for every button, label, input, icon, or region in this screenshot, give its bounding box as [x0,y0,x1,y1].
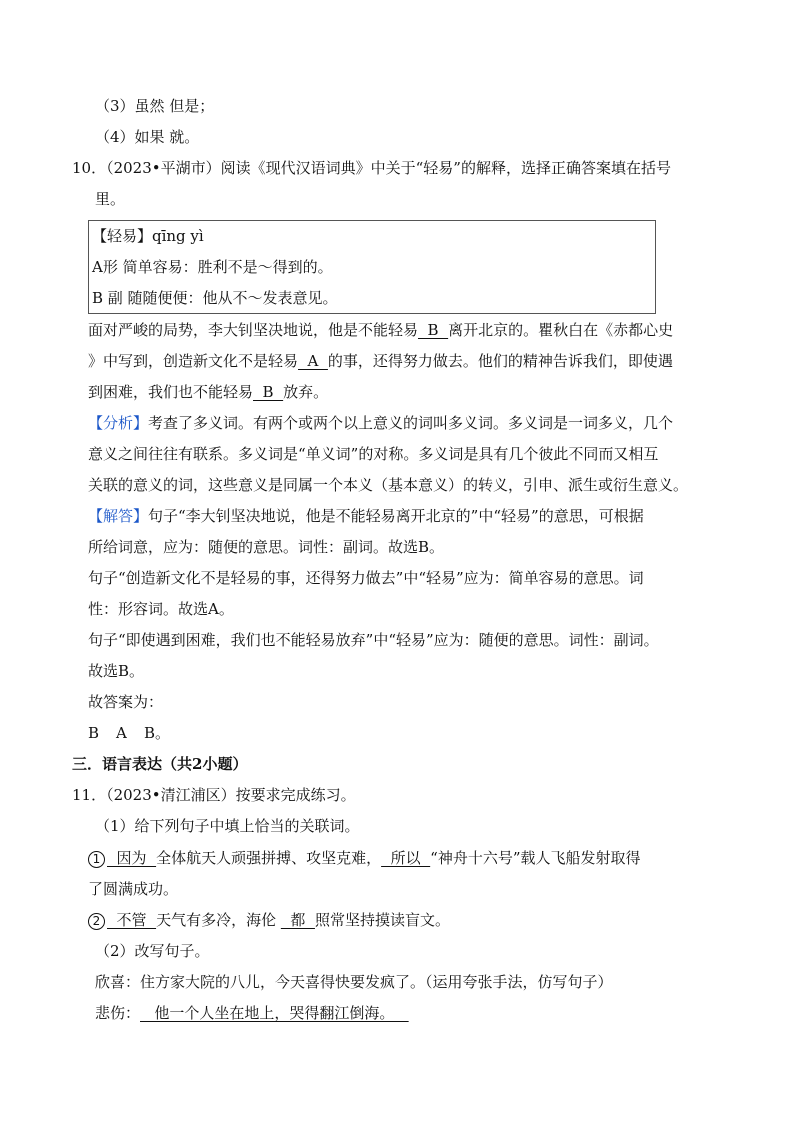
item-4: （4）如果 就。 [95,128,200,146]
passage-line-1 [88,320,673,340]
sentence-text: 全体航天人顽强拼搏、攻坚克难， [156,849,382,867]
passage-text: 面对严峻的局势，李大钊坚决地说，他是不能轻易 [88,321,419,339]
sentence-1-cont: 了圆满成功。 [88,880,179,898]
question-10-stem [72,158,671,178]
analysis-line-3: 关联的意义的词，这些意义是同属一个本义（基本意义）的转义，引申、派生或衍生意义。 [88,476,689,494]
answer-blank: 不管 [107,911,157,929]
question-source: （2023•平湖市） [106,159,221,177]
circled-number-2: 2 [88,913,105,930]
definition-headword: 【轻易】qīng yì [92,227,204,245]
example-sentence: 欣喜：住方家大院的八儿，今天喜得快要发疯了。（运用夸张手法，仿写句子） [95,973,613,991]
solution-text: 句子“李大钊坚决地说，他是不能轻易离开北京的”中“轻易”的意思，可根据 [148,507,644,525]
answer-blank: 因为 [107,849,157,867]
definition-sense-b: B 副 随随便便：他从不～发表意见。 [92,289,338,307]
question-11-stem [72,785,356,805]
solution-line-2: 所给词意，应为：随便的意思。词性：副词。故选B。 [88,538,445,556]
sentence-text: “神舟十六号”载人飞船发射取得 [430,849,641,867]
question-number: 11． [72,786,107,804]
analysis-line-1 [88,413,673,433]
solution-line-6: 故选B。 [88,662,145,680]
sentence-text: 照常坚持摸读盲文。 [314,911,450,929]
question-source: （2023•清江浦区） [106,786,236,804]
answer-blank: 他一个人坐在地上，哭得翻江倒海。 [140,1004,409,1022]
item-3: （3）虽然 但是； [95,97,215,115]
passage-text: 放弃。 [283,383,329,401]
passage-text: 到困难，我们也不能轻易 [88,383,254,401]
question-text: 阅读《现代汉语词典》中关于“轻易”的解释，选择正确答案填在括号 [220,159,671,177]
solution-line-5: 句子“即使遇到困难，我们也不能轻易放弃”中“轻易”应为：随便的意思。词性：副词。 [88,631,659,649]
analysis-line-2: 意义之间往往有联系。多义词是“单义词”的对称。多义词是具有几个彼此不同而又相互 [88,445,659,463]
sentence-1 [88,848,641,868]
answer-blank: 所以 [381,849,431,867]
answer-item: A [116,724,127,742]
analysis-text: 考查了多义词。有两个或两个以上意义的词叫多义词。多义词是一词多义，几个 [148,414,674,432]
question-text: 按要求完成练习。 [235,786,356,804]
solution-line-1 [88,506,644,526]
solution-line-3: 句子“创造新文化不是轻易的事，还得努力做去”中“轻易”应为：简单容易的意思。词 [88,569,644,587]
sentence-2 [88,910,450,930]
passage-line-2 [88,351,673,371]
definition-sense-a: A形 简单容易：胜利不是～得到的。 [92,258,333,276]
answer-blank: B [418,321,449,339]
answer-prefix: 悲伤： [95,1004,141,1022]
sentence-text: 天气有多冷，海伦 [156,911,281,929]
solution-line-4: 性：形容词。故选A。 [88,600,234,618]
answer-item: B。 [144,724,171,742]
final-answers [88,723,170,743]
answer-blank: B [253,383,284,401]
answer-blank: A [298,352,328,370]
solution-tag: 【解答】 [88,507,149,525]
rewrite-answer [95,1003,409,1023]
answer-blank: 都 [280,911,315,929]
analysis-tag: 【分析】 [88,414,149,432]
question-number: 10． [72,159,107,177]
passage-line-3 [88,382,328,402]
circled-number-1: 1 [88,851,105,868]
solution-line-7: 故答案为： [88,693,164,711]
passage-text: 离开北京的。瞿秋白在《赤都心史 [448,321,674,339]
question-10-stem-cont: 里。 [95,190,126,208]
part-1-label: （1）给下列句子中填上恰当的关联词。 [95,817,360,835]
answer-item: B [88,724,100,742]
passage-text: 》中写到，创造新文化不是轻易 [88,352,299,370]
part-2-label: （2）改写句子。 [95,942,210,960]
passage-text: 的事，还得努力做去。他们的精神告诉我们，即使遇 [327,352,673,370]
section-heading: 三．语言表达（共2小题） [72,755,248,773]
